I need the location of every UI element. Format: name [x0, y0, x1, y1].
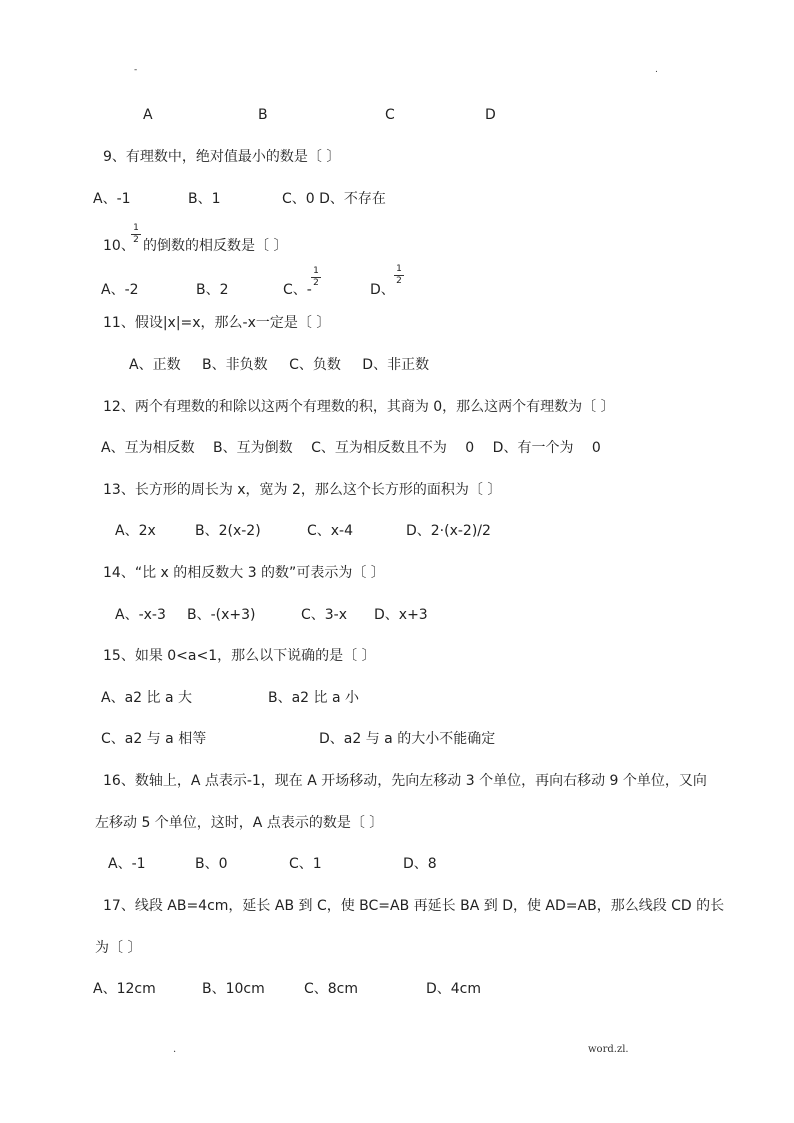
q12-stem: 12、两个有理数的和除以这两个有理数的积，其商为 0，那么这两个有理数为〔 〕 — [103, 399, 615, 415]
q17-option-d: D、4cm — [426, 981, 482, 997]
q10-option-b: B、2 — [196, 282, 229, 298]
q15-option-d: D、a2 与 a 的大小不能确定 — [319, 731, 496, 747]
q10-prefix: 10、 — [103, 238, 135, 254]
q17-stem-line2: 为〔 〕 — [95, 940, 142, 956]
q9-stem: 9、有理数中，绝对值最小的数是〔 〕 — [103, 149, 341, 165]
q11-options: A、正数 B、非负数 C、负数 D、非正数 — [129, 357, 430, 373]
q17-option-b: B、10cm — [202, 981, 265, 997]
q13-option-b: B、2(x-2) — [195, 523, 261, 539]
q16-option-c: C、1 — [289, 856, 322, 872]
q14-option-d: D、x+3 — [374, 607, 428, 623]
q13-stem: 13、长方形的周长为 x，宽为 2，那么这个长方形的面积为〔 〕 — [103, 482, 502, 498]
q10-option-c-fraction — [311, 267, 321, 288]
q10-option-c-denominator: 2 — [313, 278, 319, 288]
q10-option-d: D、 — [370, 282, 395, 298]
header-right-mark: . — [655, 65, 658, 75]
q8-option-a: A — [143, 107, 153, 123]
q11-stem: 11、假设|x|=x，那么-x一定是〔 〕 — [103, 315, 331, 331]
q14-stem: 14、“比 x 的相反数大 3 的数”可表示为〔 〕 — [103, 565, 385, 581]
q8-option-c: C — [385, 107, 395, 123]
q10-option-a: A、-2 — [101, 282, 139, 298]
q14-option-b: B、-(x+3) — [187, 607, 256, 623]
q15-option-a: A、a2 比 a 大 — [101, 690, 192, 706]
q15-stem: 15、如果 0<a<1，那么以下说确的是〔 〕 — [103, 648, 376, 664]
q8-option-b: B — [258, 107, 268, 123]
q10-option-c: C、- — [283, 282, 312, 298]
q8-option-d: D — [485, 107, 496, 123]
header-left-mark: - — [134, 65, 138, 75]
q10-option-d-denominator: 2 — [396, 276, 402, 286]
q17-option-c: C、8cm — [304, 981, 359, 997]
q14-option-c: C、3-x — [301, 607, 348, 623]
q10-option-c-numerator: 1 — [313, 266, 319, 276]
q9-option-b: B、1 — [188, 191, 221, 207]
q15-option-c: C、a2 与 a 相等 — [101, 731, 207, 747]
q17-stem-line1: 17、线段 AB=4cm，延长 AB 到 C，使 BC=AB 再延长 BA 到 D，使 AD=AB，那么线段 CD 的长 — [103, 898, 725, 914]
q16-stem-line2: 左移动 5 个单位，这时，A 点表示的数是〔 〕 — [95, 815, 384, 831]
q10-option-d-numerator: 1 — [396, 264, 402, 274]
q17-option-a: A、12cm — [93, 981, 156, 997]
q15-option-b: B、a2 比 a 小 — [268, 690, 360, 706]
q13-option-a: A、2x — [115, 523, 156, 539]
q10-fraction-numerator: 1 — [133, 223, 139, 233]
q9-option-cd: C、0 D、不存在 — [282, 191, 386, 207]
q10-fraction — [131, 224, 141, 245]
q16-option-d: D、8 — [403, 856, 437, 872]
footer-source-text: word.zl. — [588, 1044, 629, 1055]
q16-option-a: A、-1 — [108, 856, 146, 872]
q16-option-b: B、0 — [195, 856, 228, 872]
q10-stem-rest: 的倒数的相反数是〔 〕 — [143, 238, 288, 254]
q16-stem-line1: 16、数轴上，A 点表示-1，现在 A 开场移动，先向左移动 3 个单位，再向右移动 9 个单位，又向 — [103, 773, 707, 789]
q12-options: A、互为相反数 B、互为倒数 C、互为相反数且不为 0 D、有一个为 0 — [101, 440, 601, 456]
footer-left-mark: . — [173, 1044, 177, 1055]
q10-fraction-denominator: 2 — [133, 235, 139, 245]
q10-option-d-fraction — [394, 265, 404, 286]
q13-option-d: D、2·(x-2)/2 — [406, 523, 491, 539]
q14-option-a: A、-x-3 — [115, 607, 166, 623]
q13-option-c: C、x-4 — [307, 523, 354, 539]
q9-option-a: A、-1 — [93, 191, 131, 207]
